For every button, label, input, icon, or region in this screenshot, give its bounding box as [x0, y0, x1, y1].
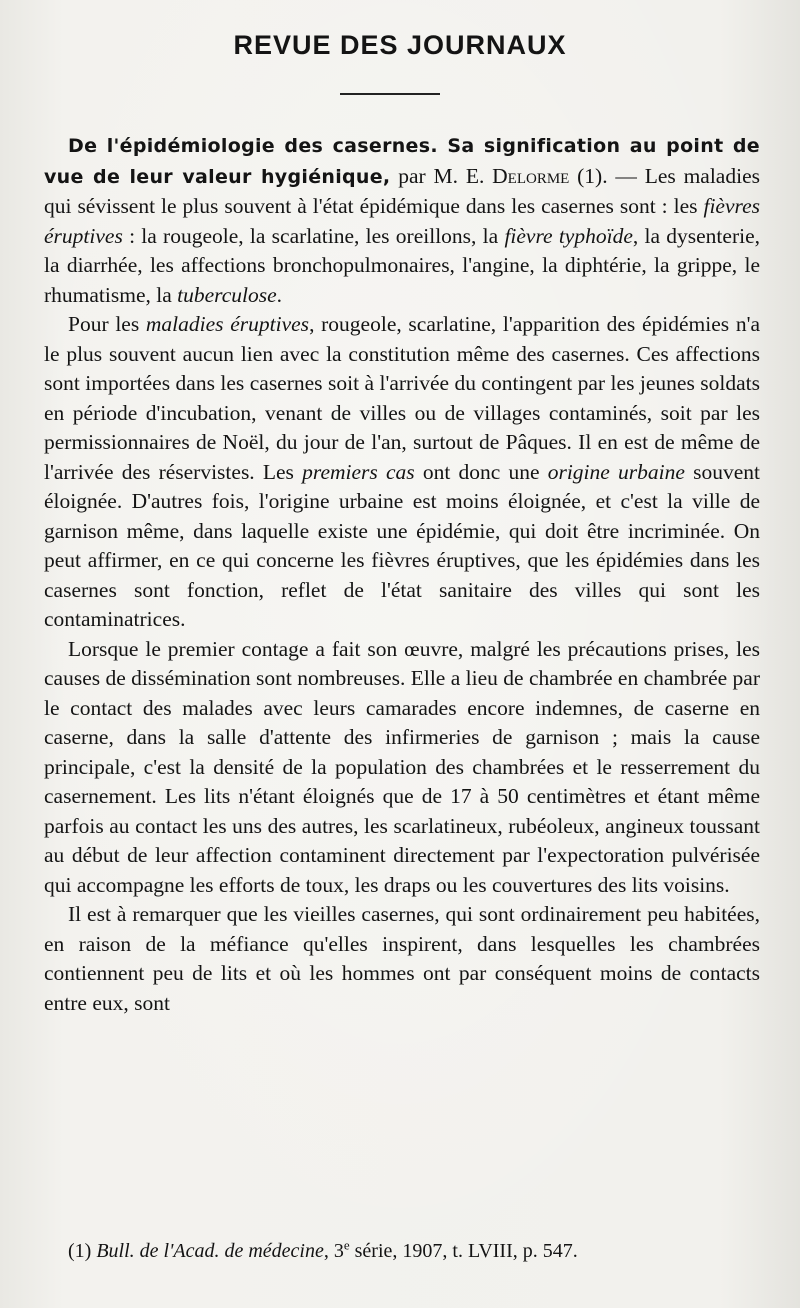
- footnote-source: Bull. de l'Acad. de médecine: [96, 1240, 324, 1262]
- text-run: : la rougeole, la scarlatine, les oreillons, la: [122, 223, 505, 248]
- paragraph-2: [44, 310, 760, 635]
- byline-prefix: par M. E.: [390, 163, 493, 188]
- footnote-reference: (1). —: [569, 163, 645, 188]
- emphasis: maladies éruptives: [145, 312, 310, 336]
- footnote-number: (1): [68, 1240, 97, 1262]
- footnote-series: , 3: [323, 1240, 344, 1262]
- emphasis: fièvre typhoïde: [504, 223, 633, 248]
- footnote-details: série, 1907, t. LVIII, p. 547.: [349, 1240, 578, 1262]
- text-run: , la dysenterie, la diarrhée, les affections bronchopulmonaires, l'angine, la diphtérie, la grippe, le rhumatisme, la: [44, 223, 760, 307]
- text-run: Les maladies qui sévissent le plus souvent à l'état épidémique dans les casernes sont : les: [44, 163, 760, 218]
- text-run: ont donc une: [414, 459, 548, 484]
- author-name: Delorme: [492, 163, 570, 188]
- emphasis: tuberculose: [177, 282, 277, 307]
- emphasis: origine urbaine: [547, 459, 685, 484]
- text-run: .: [276, 282, 283, 307]
- emphasis: premiers cas: [302, 459, 415, 484]
- title-divider: [340, 93, 440, 95]
- emphasis: fièvres éruptives: [44, 194, 760, 248]
- footnote: [68, 1238, 578, 1264]
- page-title: REVUE DES JOURNAUX: [233, 30, 567, 60]
- footnote-superscript: e: [343, 1237, 350, 1253]
- text-run: souvent éloignée. D'autres fois, l'origine urbaine est moins éloignée, et c'est la ville de garnison même, dans laquelle existe une épidémie, qui doit être incriminée. On peut affirmer, en ce qui concerne les fièvres éruptives, que les épidémies dans les casernes sont fonction, reflet de l'état sanitaire des villes qui sont les contaminatrices.: [44, 459, 760, 631]
- paragraph-3: Lorsque le premier contage a fait son œuvre, malgré les précautions prises, les causes de dissémination sont nombreuses. Elle a lieu de chambrée en chambrée par le contact des malades avec leurs camarades encore indemnes, de caserne en caserne, dans la salle d'attente des infirmeries de garnison ; mais la cause principale, c'est la densité de la population des chambrées et le resserrement du casernement. Les lits n'étant éloignés que de 17 à 50 centimètres et étant même parfois au contact les uns des autres, les scarlatineux, rubéoleux, angineux toussant au début de leur affection contaminent directement par l'expectoration pulvérisée qui accompagne les efforts de toux, les draps ou les couvertures des lits voisins.: [44, 636, 760, 897]
- text-run: , rougeole, scarlatine, l'apparition des épidémies n'a le plus souvent aucun lien avec la constitution même des casernes. Ces affections sont importées dans les casernes soit à l'arrivée du contingent par les jeunes soldats en période d'incubation, venant de villes ou de villages contaminés, soit par les permissionnaires de Noël, du jour de l'an, surtout de Pâques. Il en est de même de l'arrivée des réservistes. Les: [44, 312, 760, 484]
- article-body: [44, 131, 760, 1018]
- paragraph-4: Il est à remarquer que les vieilles casernes, qui sont ordinairement peu habitées, en raison de la méfiance qu'elles inspirent, dans lesquelles les chambrées contiennent peu de lits et où les hommes ont par conséquent moins de contacts entre eux, sont: [44, 902, 760, 1015]
- paragraph-1: [44, 131, 760, 310]
- text-run: Pour les: [68, 312, 146, 336]
- article-title: De l'épidémiologie des casernes. Sa signification au point de vue de leur valeur hygiénique,: [44, 135, 760, 188]
